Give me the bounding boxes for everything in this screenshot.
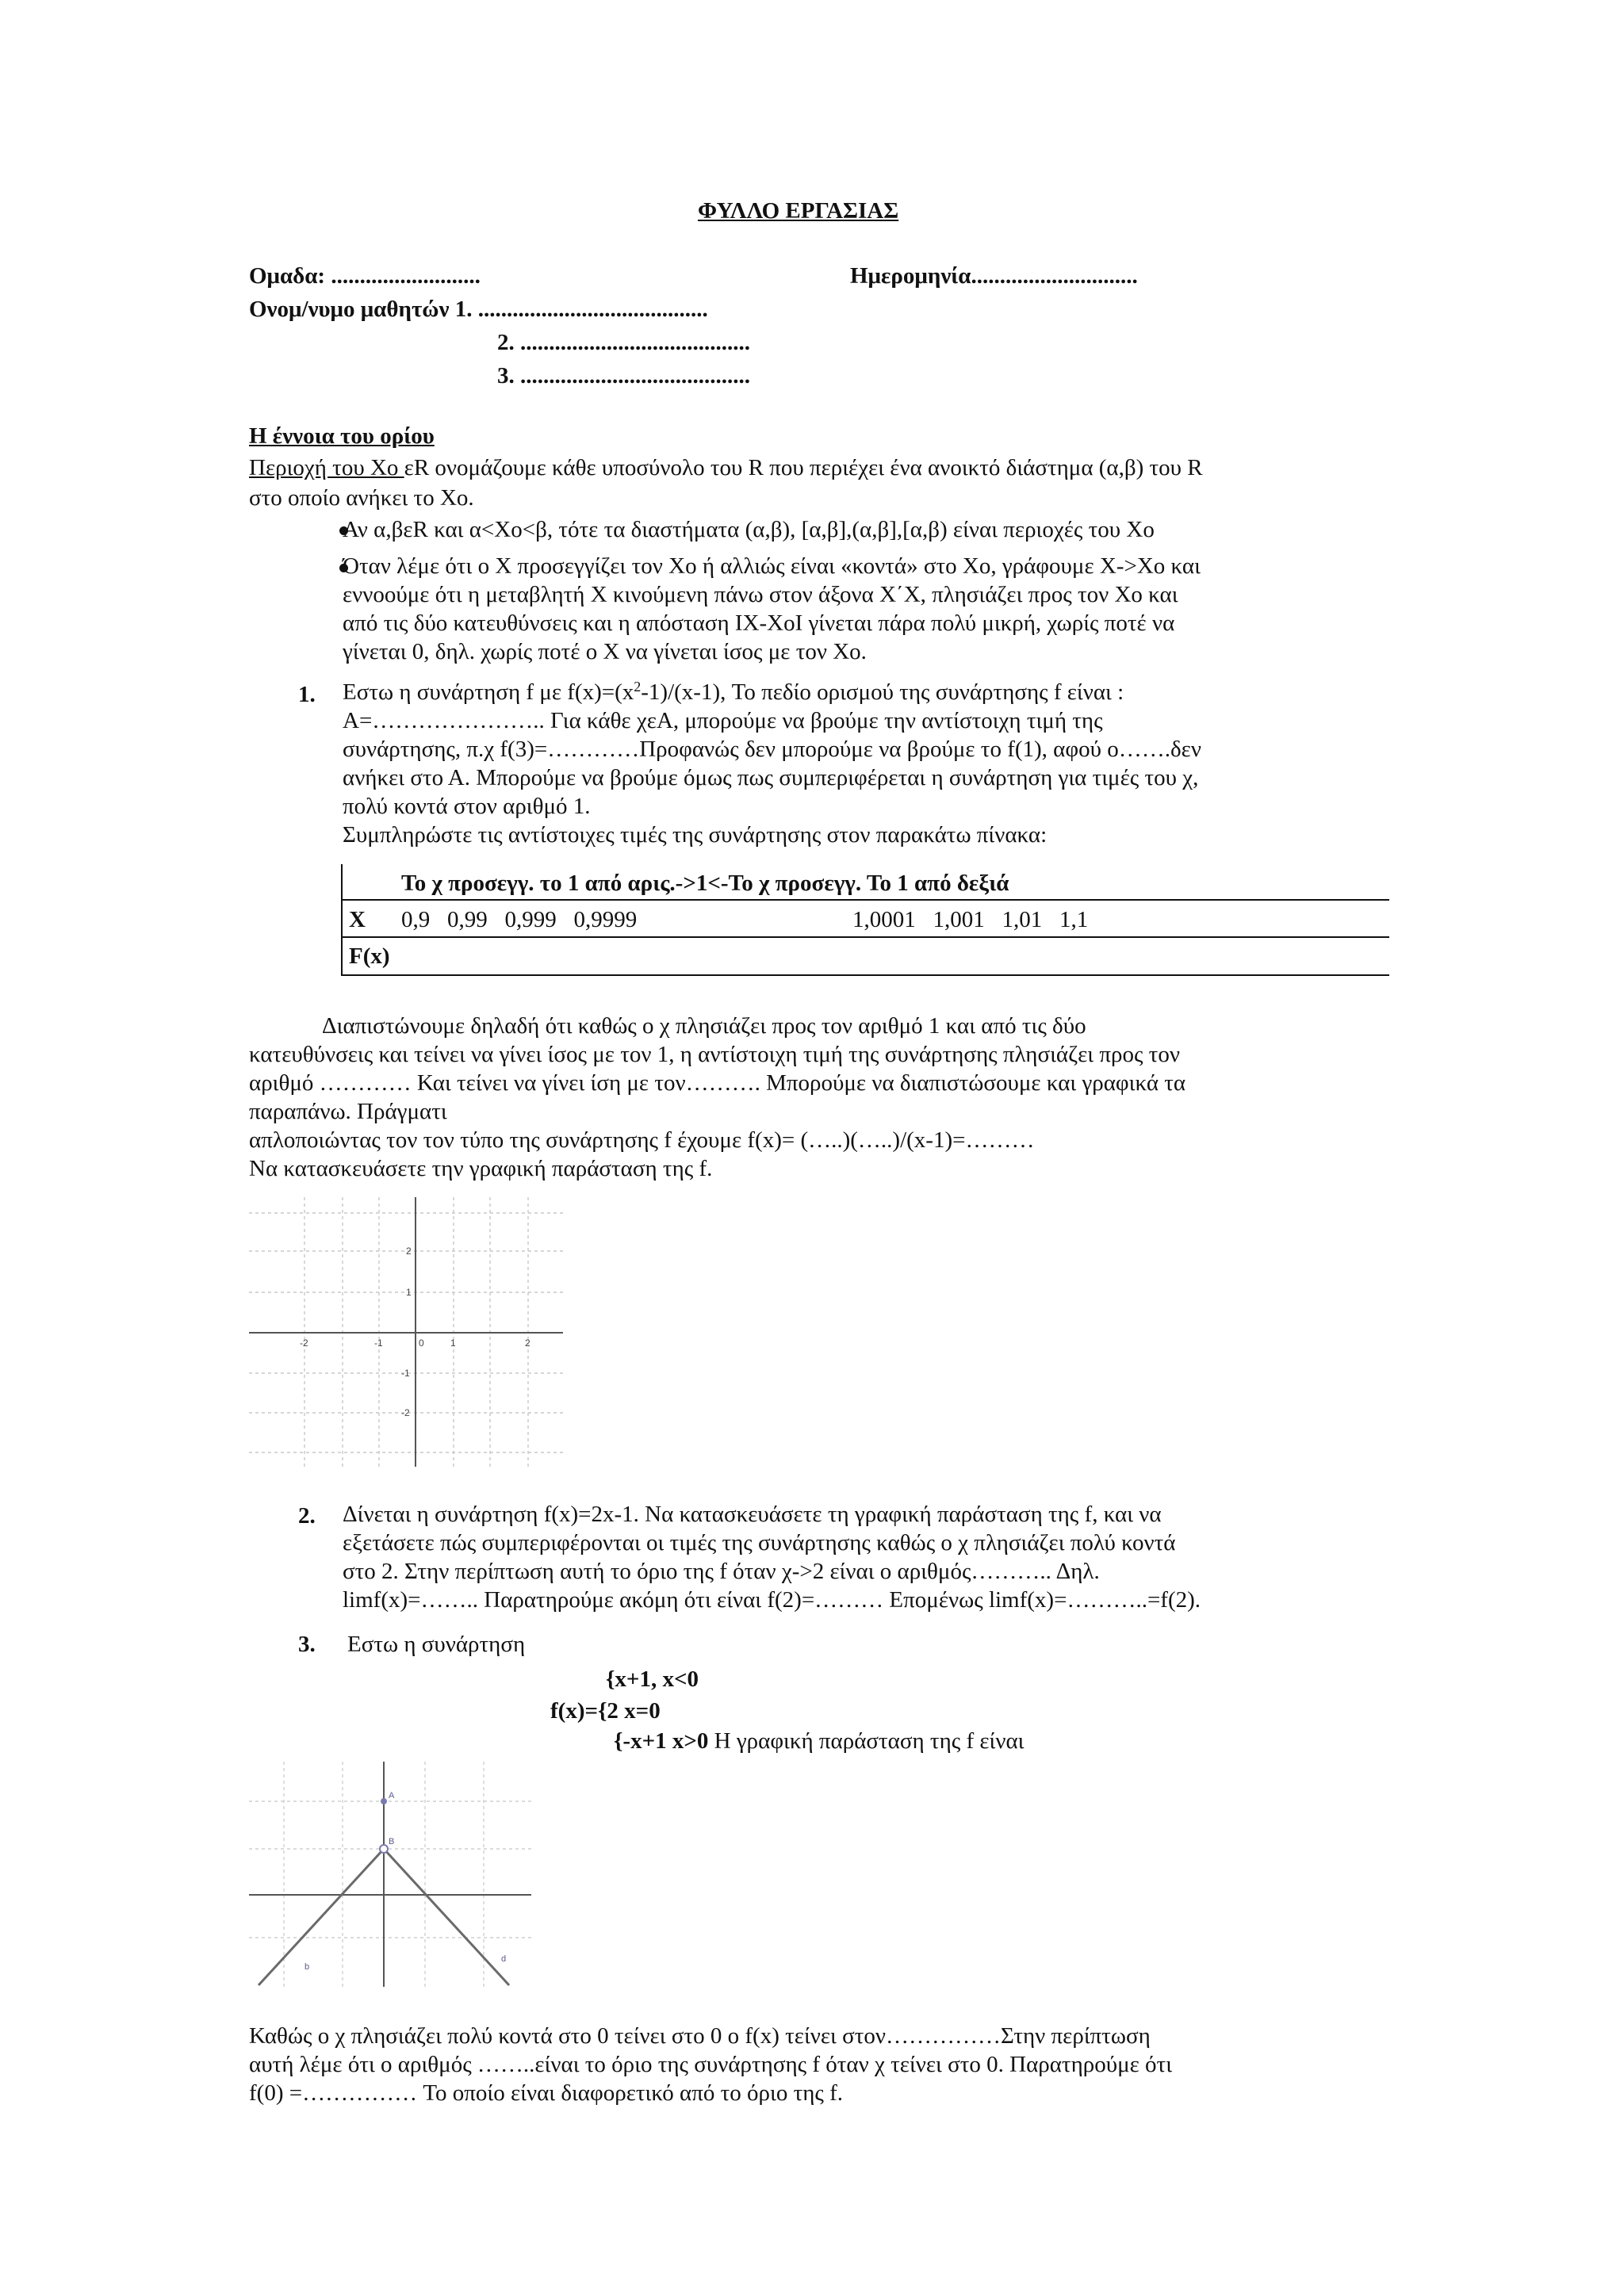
table-rule: [341, 899, 1389, 901]
bullet-1-text: [343, 519, 1155, 541]
item-1-line-6: Συμπληρώστε τις αντίστοιχες τιμές της συνάρτησης στον παρακάτω πίνακα:: [343, 822, 1048, 848]
bullet-2-line-3: από τις δύο κατευθύνσεις και η απόσταση ΙΧ-ΧοΙ γίνεται πάρα πολύ μικρή, χωρίς ποτέ να: [343, 610, 1175, 636]
table-cell: 0,9999: [573, 907, 638, 932]
table-rule: [341, 974, 1389, 976]
group-field[interactable]: Ομαδα: ..........................: [249, 263, 481, 289]
tick-label: -1: [374, 1337, 383, 1349]
tick-label: 2: [406, 1246, 412, 1257]
page-title: ΦΥΛΛΟ ΕΡΓΑΣΙΑΣ: [698, 198, 899, 224]
student-3-field[interactable]: 3. ........................................: [497, 363, 750, 388]
piecewise-case-3-tail: Η γραφική παράσταση της f είναι: [714, 1728, 1025, 1754]
tick-label: -1: [401, 1368, 410, 1379]
item-1-formula-b: -1)/(x-1), Το πεδίο ορισμού της συνάρτησης f είναι :: [641, 679, 1124, 705]
section-title: Η έννοια του ορίου: [249, 423, 435, 449]
final-line-2: αυτή λέμε ότι ο αριθμός ……..είναι το όριο της συνάρτησης f όταν χ τείνει στο 0. Παρατηρούμε ότι: [249, 2052, 1173, 2077]
table-x-right: [852, 909, 1088, 932]
intro-term: Περιοχή του Χο: [249, 455, 404, 480]
table-heading: Το χ προσεγγ. το 1 από αρις.->1<-Το χ προσεγγ. Το 1 από δεξιά: [401, 871, 1009, 896]
para-1-line-4: παραπάνω. Πράγματι: [249, 1099, 447, 1124]
tick-label: -2: [401, 1407, 410, 1418]
item-1-number: 1.: [298, 682, 316, 707]
table-rule: [341, 936, 1389, 938]
intro-line-2: στο οποίο ανήκει το Χο.: [249, 485, 474, 511]
item-3-number: 3.: [298, 1632, 316, 1657]
item-1-line-1: [343, 678, 1201, 706]
para-1-line-2: κατευθύνσεις και τείνει να γίνει ίσος με τον 1, η αντίστοιχη τιμή της συνάρτησης πλησιάζει προς τον: [249, 1042, 1180, 1067]
item-1-line-2: Α=………………….. Για κάθε χεΑ, μπορούμε να βρούμε την αντίστοιχη τιμή της: [343, 708, 1103, 733]
piecewise-case-1: {x+1, x<0: [606, 1667, 699, 1692]
table-cell: 0,9: [401, 907, 431, 932]
para-1-body: [249, 1040, 1185, 1183]
piecewise-graph: [249, 1762, 531, 1987]
student-2-field[interactable]: 2. ........................................: [497, 330, 750, 355]
item-2-text: [343, 1500, 1201, 1614]
tick-label: 1: [450, 1337, 456, 1349]
table-cell: 1,01: [1002, 907, 1043, 932]
bullet-1-line: Αν α,βεR και α<Χο<β, τότε τα διαστήματα (α,β), [α,β],(α,β],[α,β) είναι περιοχές του Χο: [343, 517, 1155, 542]
table-x-label: X: [349, 907, 366, 932]
point-label: B: [389, 1837, 395, 1846]
table-cell: 1,1: [1059, 907, 1089, 932]
final-line-3: f(0) =…………… Το οποίο είναι διαφορετικό από το όριο της f.: [249, 2080, 844, 2106]
item-1-line-5: πολύ κοντά στον αριθμό 1.: [343, 794, 591, 819]
bullet-2-line-4: γίνεται 0, δηλ. χωρίς ποτέ ο Χ να γίνεται ίσος με τον Χο.: [343, 639, 867, 664]
item-2-line-2: εξετάσετε πώς συμπεριφέρονται οι τιμές της συνάρτησης καθώς ο χ πλησιάζει πολύ κοντά: [343, 1530, 1176, 1556]
table-cell: 1,0001: [852, 907, 916, 932]
item-1-text: [343, 678, 1201, 849]
item-2-line-4: limf(x)=…….. Παρατηρούμε ακόμη ότι είναι f(2)=……… Επομένως limf(x)=………..=f(2).: [343, 1587, 1201, 1613]
final-line-1: Καθώς ο χ πλησιάζει πολύ κοντά στο 0 τείνει στο 0 ο f(x) τείνει στον……………Στην περίπτωση: [249, 2023, 1151, 2049]
student-1-field[interactable]: Ονομ/νυμο μαθητών 1. ........................................: [249, 297, 708, 322]
item-1-line-4: ανήκει στο Α. Μπορούμε να βρούμε όμως πως συμπεριφέρεται η συνάρτηση για τιμές του χ,: [343, 765, 1199, 790]
line-left-branch: [259, 1849, 384, 1985]
para-1-line-3: αριθμό ………… Και τείνει να γίνει ίση με τον………. Μπορούμε να διαπιστώσουμε και γραφικά τα: [249, 1070, 1186, 1096]
table-left-border: [341, 864, 343, 975]
line-right-branch: [384, 1849, 509, 1985]
piecewise-case-2: f(x)={2 x=0: [550, 1698, 661, 1724]
table-x-left: [401, 909, 637, 932]
para-1-line-6: Να κατασκευάσετε την γραφική παράσταση της f.: [249, 1156, 713, 1181]
date-field[interactable]: Ημερομηνία.............................: [850, 263, 1138, 289]
point-a: [381, 1798, 387, 1804]
para-1-line-5: απλοποιώντας τον τον τύπο της συνάρτησης f έχουμε f(x)= (…..)(…..)/(x-1)=………: [249, 1127, 1035, 1153]
empty-graph: [249, 1197, 563, 1467]
item-2-line-3: στο 2. Στην περίπτωση αυτή το όριο της f όταν χ->2 είναι ο αριθμός……….. Δηλ.: [343, 1559, 1100, 1584]
tick-label: 1: [406, 1287, 412, 1298]
intro-line-1-rest: εR ονομάζουμε κάθε υποσύνολο του R που περιέχει ένα ανοικτό διάστημα (α,β) του R: [404, 455, 1203, 480]
bullet-2-text: [343, 552, 1201, 666]
bullet-2-line-2: εννοούμε ότι η μεταβλητή Χ κινούμενη πάνω στον άξονα Χ΄Χ, πλησιάζει προς τον Χο και: [343, 582, 1178, 607]
piecewise-case-3-formula: {-x+1 x>0: [614, 1728, 709, 1754]
tick-label: -2: [300, 1337, 308, 1349]
point-label: A: [389, 1791, 395, 1800]
tick-label: 0: [419, 1337, 424, 1349]
tick-label: 2: [525, 1337, 530, 1349]
para-1-line-1: Διαπιστώνουμε δηλαδή ότι καθώς ο χ πλησιάζει προς τον αριθμό 1 και από τις δύο: [322, 1013, 1086, 1039]
table-cell: 1,001: [933, 907, 985, 932]
bullet-2-line-1: Όταν λέμε ότι ο Χ προσεγγίζει τον Χο ή αλλιώς είναι «κοντά» στο Χο, γράφουμε Χ->Χο και: [343, 553, 1201, 579]
open-point-b: [380, 1845, 388, 1853]
line-label: b: [304, 1962, 310, 1972]
item-1-formula-a: Εστω η συνάρτηση f με f(x)=(x: [343, 679, 634, 705]
item-3-intro: Εστω η συνάρτηση: [347, 1632, 526, 1657]
table-cell: 0,999: [504, 907, 557, 932]
table-cell: 0,99: [447, 907, 488, 932]
final-paragraph: [249, 2022, 1172, 2107]
line-label: d: [501, 1954, 507, 1964]
piecewise-case-3: [614, 1730, 1024, 1753]
intro-line-1: [249, 457, 1203, 480]
item-2-number: 2.: [298, 1503, 316, 1529]
table-f-label: F(x): [349, 943, 390, 969]
item-1-exponent: 2: [634, 679, 642, 695]
item-1-line-3: συνάρτησης, π.χ f(3)=…………Προφανώς δεν μπορούμε να βρούμε το f(1), αφού ο…….δεν: [343, 737, 1201, 762]
item-2-line-1: Δίνεται η συνάρτηση f(x)=2x-1. Να κατασκευάσετε τη γραφική παράσταση της f, και να: [343, 1502, 1162, 1527]
